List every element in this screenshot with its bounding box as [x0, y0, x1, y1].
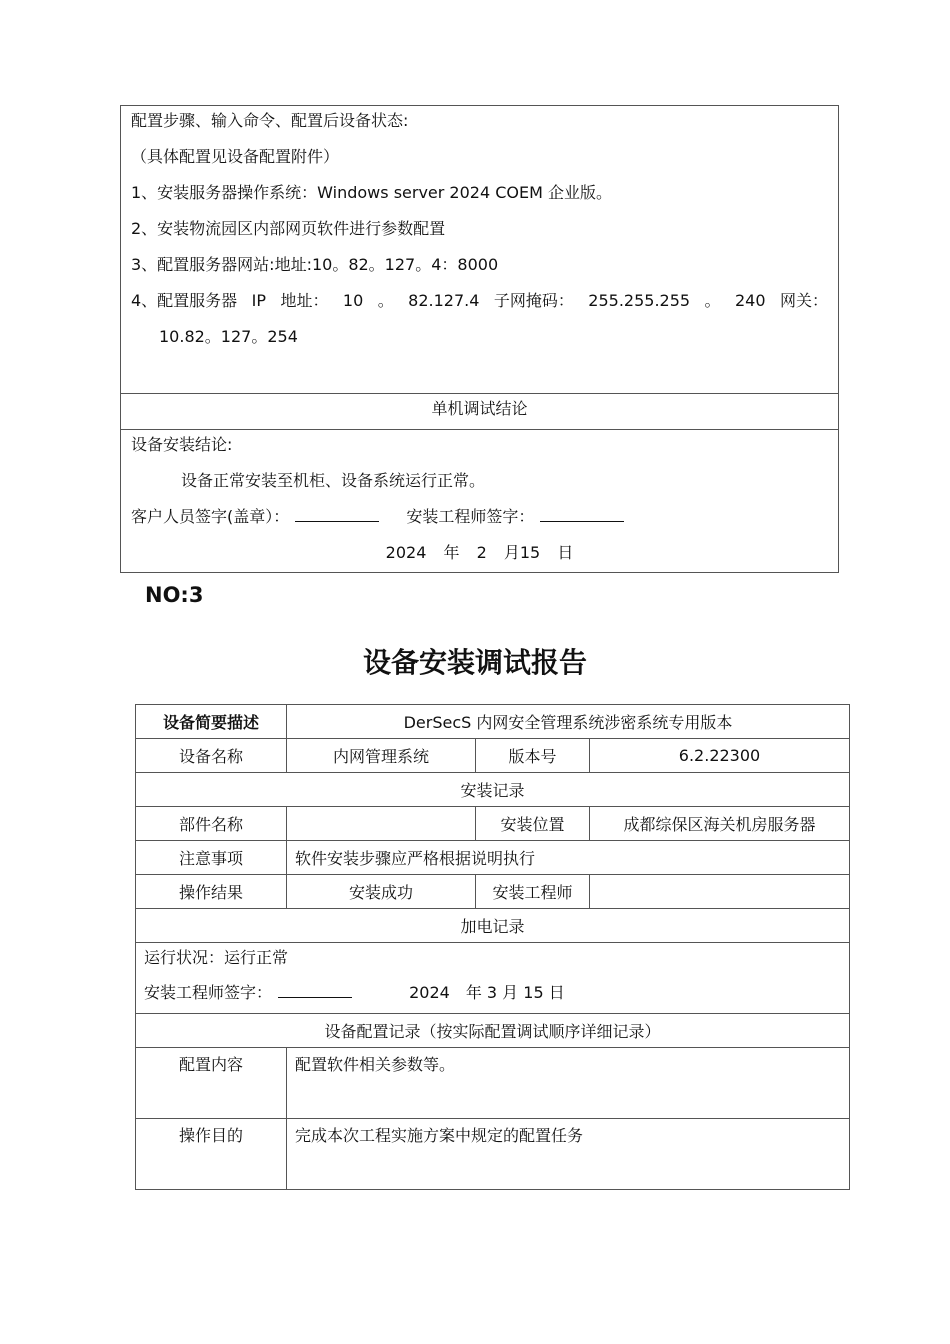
table-row	[136, 909, 850, 943]
date-year-char: 年	[443, 543, 460, 562]
config-value: 配置软件相关参数等。	[287, 1048, 850, 1119]
step-4-part: 82.127.4	[408, 291, 480, 310]
config-steps-box	[120, 105, 839, 573]
step-4-part: 网关：	[779, 291, 828, 310]
step-4-part: 地址：	[280, 291, 329, 310]
notice-label: 注意事项	[136, 841, 287, 875]
location-label: 安装位置	[476, 807, 590, 841]
steps-note: （具体配置见设备配置附件）	[131, 147, 340, 166]
power-record-header: 加电记录	[136, 909, 850, 943]
step-4-part: 255.255.255	[588, 291, 691, 310]
conclusion-section	[121, 430, 838, 572]
conclusion-header: 单机调试结论	[121, 394, 838, 430]
conclusion-date	[131, 538, 828, 574]
table-row	[136, 773, 850, 807]
power-engineer-sign-label: 安装工程师签字：	[144, 983, 273, 1002]
config-label: 配置内容	[136, 1048, 287, 1119]
install-record-header: 安装记录	[136, 773, 850, 807]
date-year: 2024	[385, 543, 427, 562]
name-value: 内网管理系统	[287, 739, 476, 773]
step-2: 2、安装物流园区内部网页软件进行参数配置	[131, 219, 446, 238]
step-1: 1、安装服务器操作系统：Windows server 2024 COEM 企业版。	[131, 183, 612, 202]
engineer-sign-line[interactable]	[540, 503, 624, 522]
engineer-value	[590, 875, 850, 909]
power-sign-row	[144, 978, 841, 1013]
step-3: 3、配置服务器网站:地址:10。82。127。4：8000	[131, 255, 499, 274]
step-4-part: 。	[377, 291, 394, 310]
version-value: 6.2.22300	[590, 739, 850, 773]
purpose-value: 完成本次工程实施方案中规定的配置任务	[287, 1119, 850, 1190]
step-4-part: 子网掩码：	[493, 291, 574, 310]
table-row	[136, 1048, 850, 1119]
engineer-label: 安装工程师	[476, 875, 590, 909]
version-label: 版本号	[476, 739, 590, 773]
table-row	[136, 705, 850, 739]
step-4-part: 4、配置服务器	[131, 291, 238, 310]
engineer-sign-label: 安装工程师签字：	[406, 507, 535, 526]
power-date: 2024 年 3 月 15 日	[409, 983, 565, 1002]
steps-heading: 配置步骤、输入命令、配置后设备状态:	[131, 111, 409, 130]
power-record-content	[136, 943, 850, 1014]
date-day-char: 日	[557, 543, 574, 562]
location-value: 成都综保区海关机房服务器	[590, 807, 850, 841]
name-label: 设备名称	[136, 739, 287, 773]
report-number: NO:3	[145, 583, 204, 607]
config-steps-section	[121, 106, 838, 394]
date-month-day: 月15	[503, 543, 541, 562]
config-record-header: 设备配置记录（按实际配置调试顺序详细记录）	[136, 1014, 850, 1048]
step-4-part: 。	[704, 291, 721, 310]
table-row	[136, 739, 850, 773]
run-status: 运行状况：运行正常	[144, 948, 289, 967]
desc-label: 设备简要描述	[136, 705, 287, 739]
table-row	[136, 1014, 850, 1048]
step-4	[131, 286, 828, 322]
step-4-continued: 10.82。127。254	[159, 327, 298, 346]
desc-value: DerSecS 内网安全管理系统涉密系统专用版本	[287, 705, 850, 739]
signature-row	[131, 502, 828, 538]
conclusion-label: 设备安装结论:	[131, 435, 233, 454]
customer-sign-label: 客户人员签字(盖章）：	[131, 507, 290, 526]
report-title: 设备安装调试报告	[362, 646, 587, 679]
table-row	[136, 943, 850, 1014]
conclusion-text: 设备正常安装至机柜、设备系统运行正常。	[181, 471, 486, 490]
table-row	[136, 1119, 850, 1190]
result-label: 操作结果	[136, 875, 287, 909]
table-row	[136, 807, 850, 841]
table-row	[136, 841, 850, 875]
power-engineer-sign-line[interactable]	[278, 979, 352, 998]
step-4-part: 240	[734, 291, 766, 310]
purpose-label: 操作目的	[136, 1119, 287, 1190]
install-report-table	[135, 704, 850, 1190]
part-label: 部件名称	[136, 807, 287, 841]
notice-value: 软件安装步骤应严格根据说明执行	[287, 841, 850, 875]
step-4-part: IP	[251, 291, 266, 310]
date-month: 2	[476, 543, 487, 562]
table-row	[136, 875, 850, 909]
result-value: 安装成功	[287, 875, 476, 909]
step-4-part: 10	[342, 291, 364, 310]
part-value	[287, 807, 476, 841]
customer-sign-line[interactable]	[295, 503, 379, 522]
